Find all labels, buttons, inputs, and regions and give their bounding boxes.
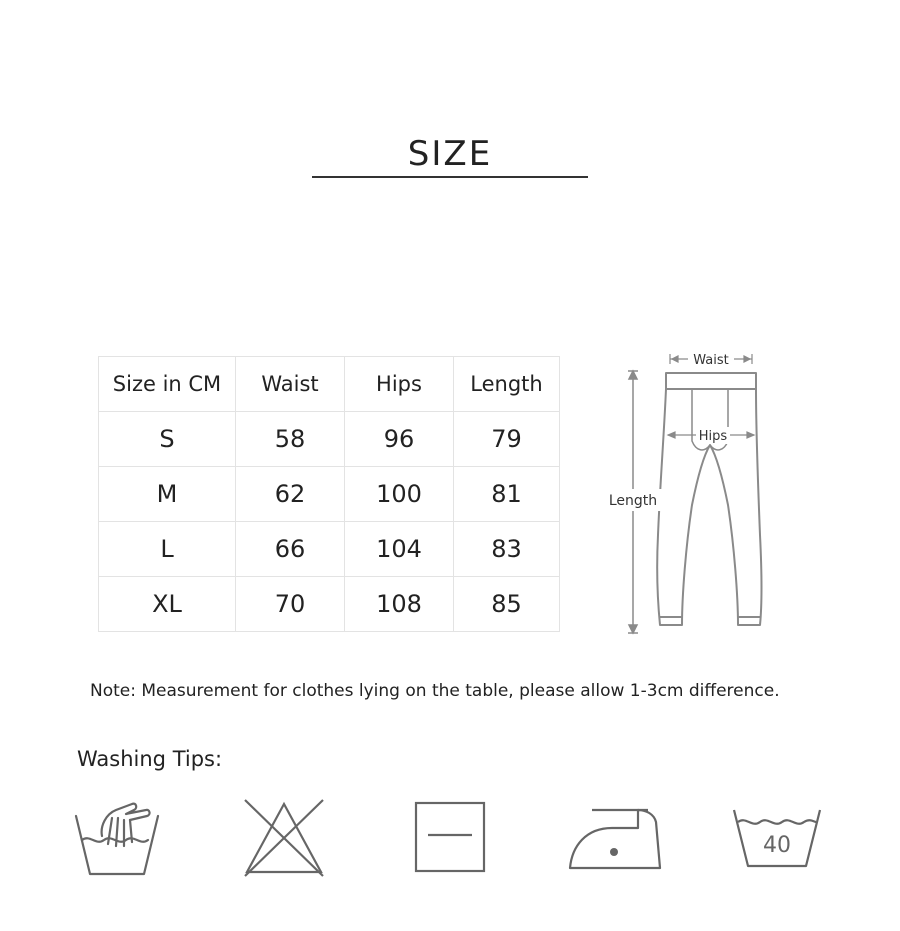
pants-outline [657, 389, 761, 625]
hips-cell: 104 [345, 522, 454, 577]
dry-flat-icon [414, 801, 486, 873]
length-cell: 81 [454, 467, 560, 522]
size-cell: M [99, 467, 236, 522]
do-not-bleach-icon [243, 798, 325, 878]
pants-diagram [600, 345, 780, 645]
page-title: SIZE [407, 134, 493, 174]
header-length: Length [454, 357, 560, 412]
waist-cell: 62 [236, 467, 345, 522]
table-row [99, 522, 560, 577]
hand-wash-icon [72, 796, 164, 878]
table-header-row [99, 357, 560, 412]
length-label: Length [608, 493, 658, 509]
length-cell: 79 [454, 412, 560, 467]
waist-cell: 70 [236, 577, 345, 632]
table-row [99, 577, 560, 632]
washing-tips-title: Washing Tips: [77, 747, 223, 771]
waist-label: Waist [693, 353, 729, 368]
length-cell: 85 [454, 577, 560, 632]
table-row [99, 412, 560, 467]
low-iron-icon [568, 804, 662, 872]
title-underline [312, 176, 588, 178]
header-hips: Hips [345, 357, 454, 412]
size-cell: S [99, 412, 236, 467]
size-cell: L [99, 522, 236, 577]
header-waist: Waist [236, 357, 345, 412]
hips-cell: 100 [345, 467, 454, 522]
waist-cell: 58 [236, 412, 345, 467]
size-cell: XL [99, 577, 236, 632]
table-row [99, 467, 560, 522]
waistband-outline [666, 373, 756, 389]
hips-cell: 108 [345, 577, 454, 632]
wash-temp-label: 40 [763, 833, 791, 858]
hips-cell: 96 [345, 412, 454, 467]
length-cell: 83 [454, 522, 560, 577]
header-size: Size in CM [99, 357, 236, 412]
waist-cell: 66 [236, 522, 345, 577]
size-table [98, 356, 560, 632]
iron-dot [610, 848, 618, 856]
measurement-note: Note: Measurement for clothes lying on the table, please allow 1-3cm difference. [90, 681, 780, 701]
wash-40-icon [732, 806, 822, 870]
hips-label: Hips [698, 429, 728, 444]
